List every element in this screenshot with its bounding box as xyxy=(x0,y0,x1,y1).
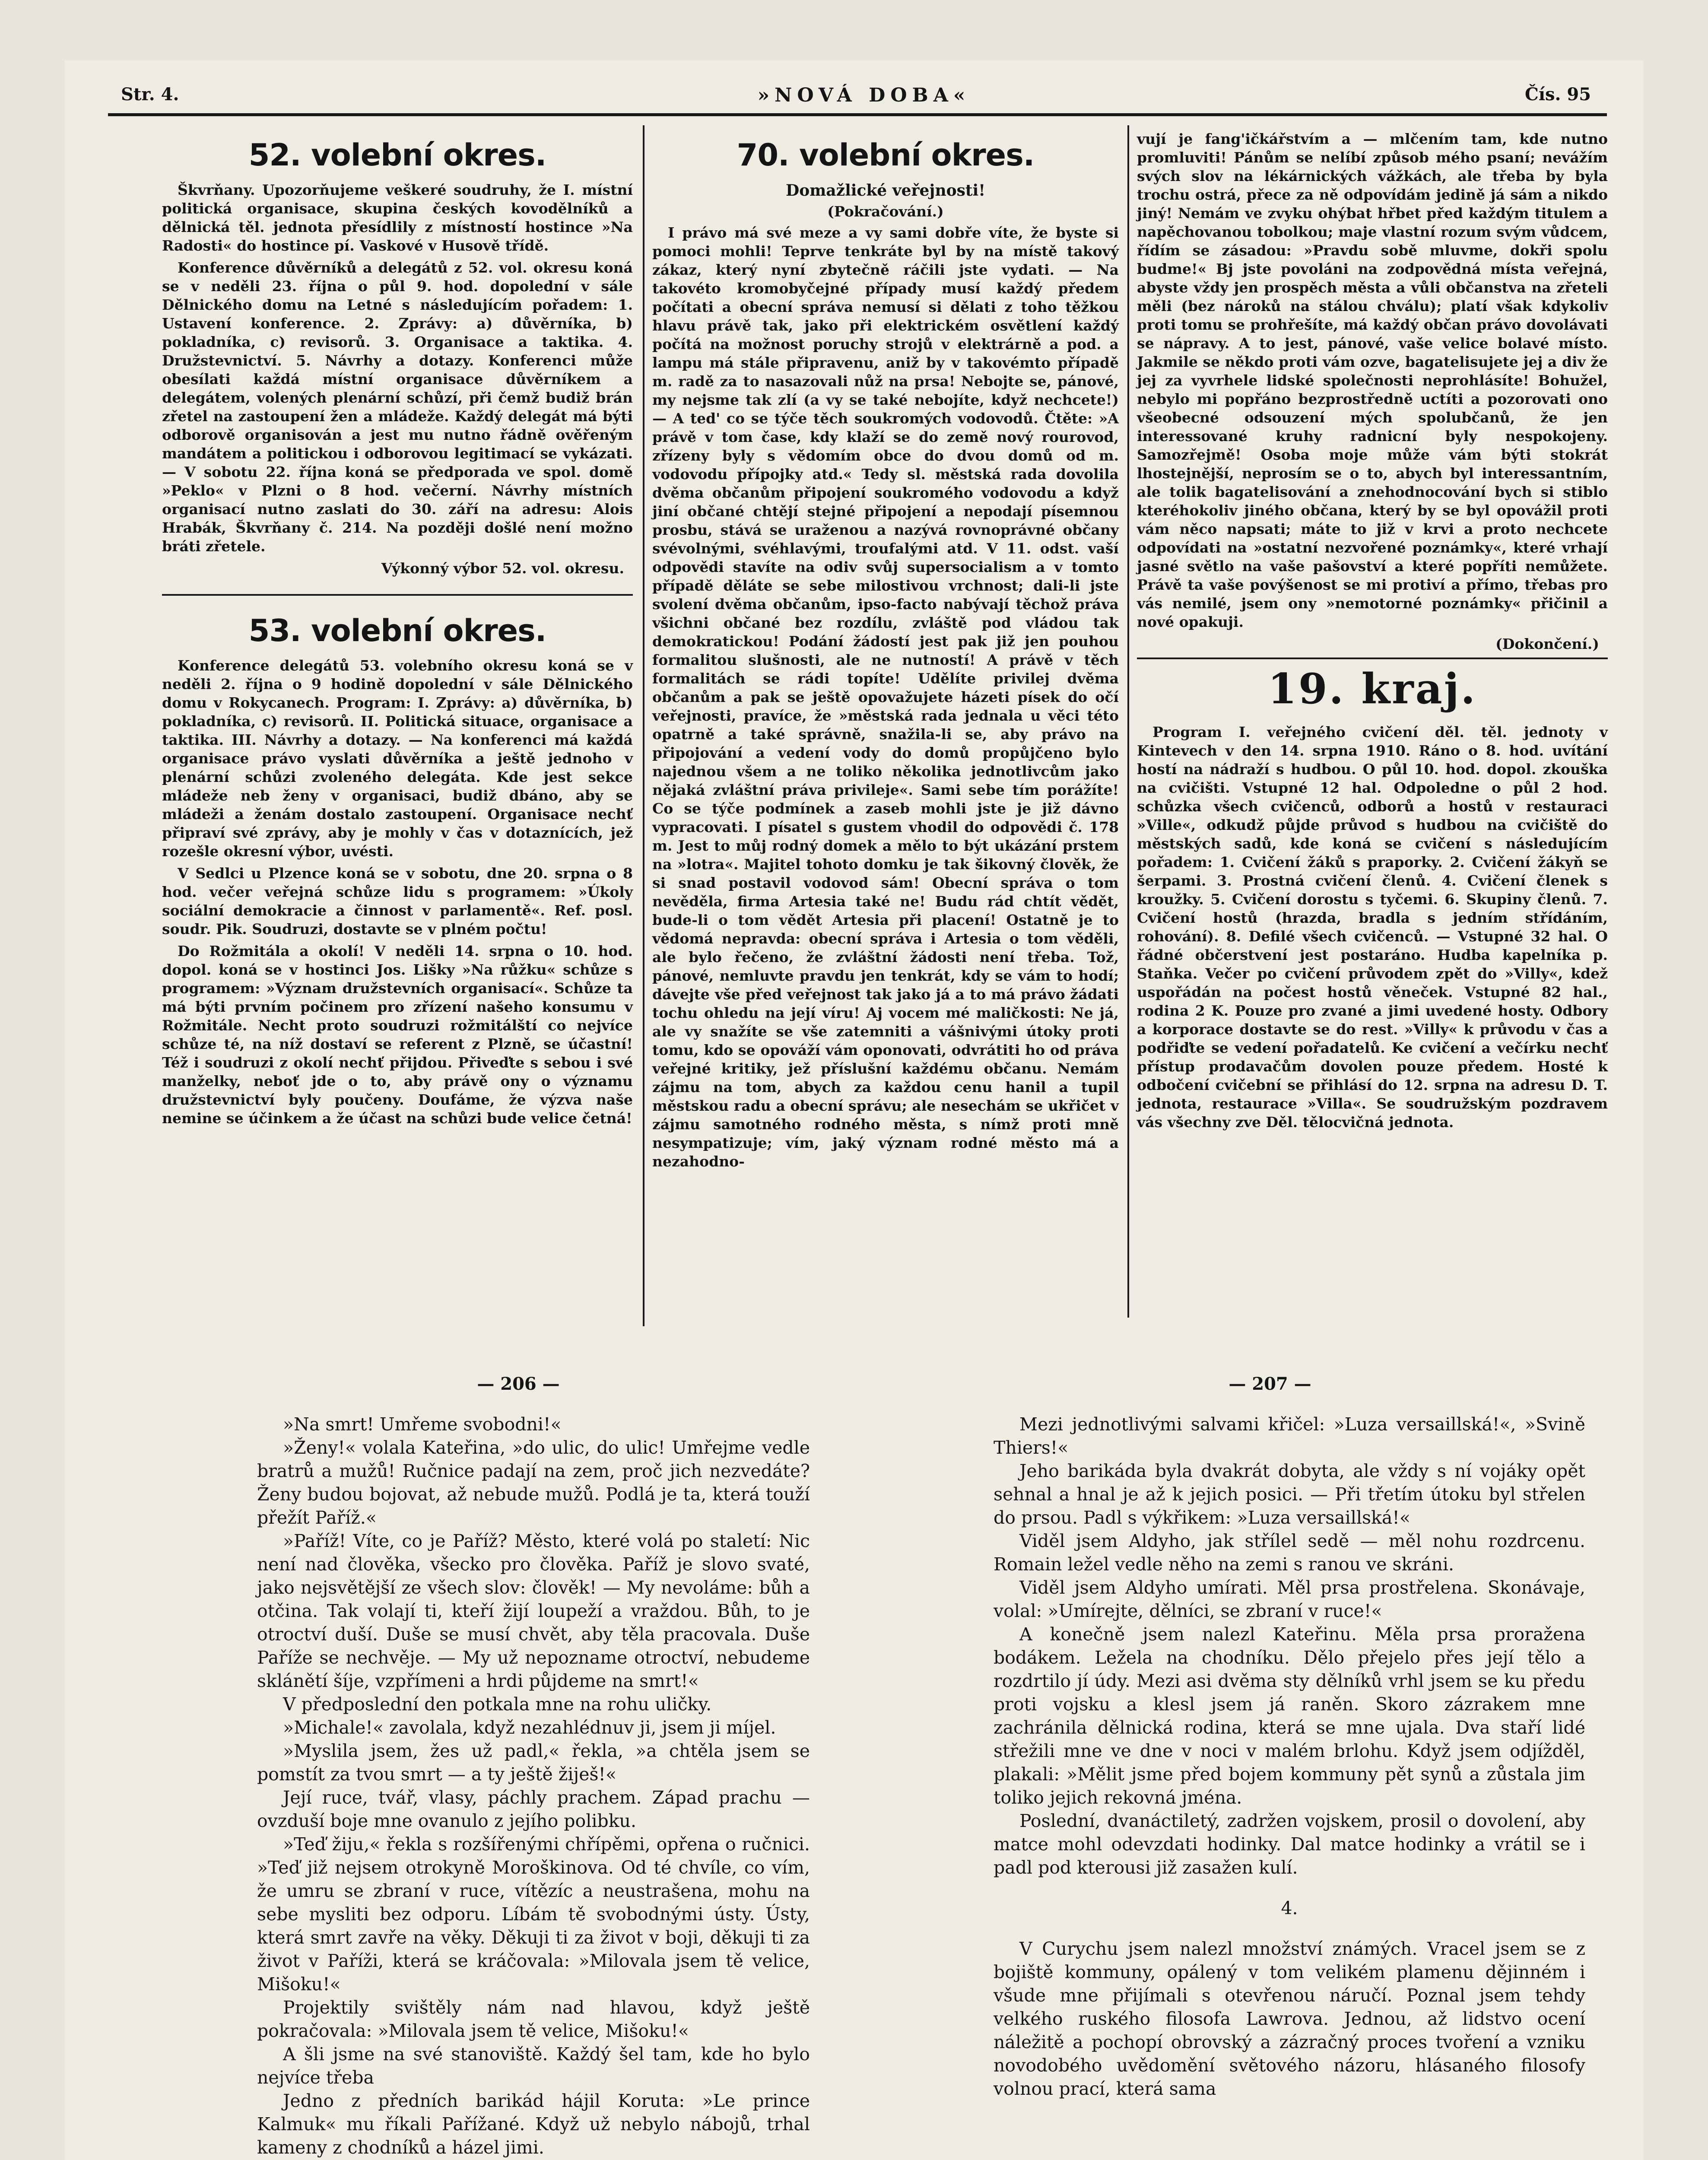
column-rule-1 xyxy=(643,125,644,1326)
book-page-left xyxy=(257,1413,810,2159)
section-title-52: 52. volební okres. xyxy=(248,137,546,173)
text-paragraph: A konečně jsem nalezl Kateřinu. Měla prsa proražena bodákem. Ležela na chodníku. Dělo přejelo přes její tělo a rozdrtilo jí údy. Mezi asi dvěma sty dělníků vrhl jsem se ku předu proti vojsku a klesl jsem já raněn. Skoro zázrakem mne zachránila dělnická rodina, která se mne ujala. Dva staří lidé střežili mne ve dne v noci v malém brlohu. Když jsem odjížděl, plakali: »Mělit jsme před bojem kommuny pět synů a zůstala jim toliko jejich rekovná jména. xyxy=(994,1624,1585,1808)
article-paragraph: V Sedlci u Plzence koná se v sobotu, dne 20. srpna o 8 hod. večer veřejná schůze lidu s programem: »Úkoly sociální demokracie a činnost v parlamentě«. Ref. posl. soudr. Pik. Soudruzi, dostavte se v plném počtu! xyxy=(162,865,633,937)
article-subtitle: Domažlické veřejnosti! xyxy=(785,181,986,200)
section-title-70: 70. volební okres. xyxy=(737,137,1035,173)
text-paragraph: A šli jsme na své stanoviště. Každý šel tam, kde ho bylo nejvíce třeba xyxy=(257,2044,810,2088)
chapter-number: 4. xyxy=(1281,1898,1298,1919)
article-paragraph: I právo má své meze a vy sami dobře víte, že byste si pomoci mohli! Teprve tenkráte byl by na místě takový zákaz, který nyní zbytečně ráčili jste vydati. — Na takovéto kromobyčejné případy musí každý předem počítati a obecní správa nemusí si dělati z toho těžkou hlavu právě tak, jako při elektrickém osvětlení každý počítá na možnost poruchy strojů v elektrárně a pod. a lampu má stále připravenu, aniž by v takovémto případě m. radě za to nasazovali nůž na prsa! Nebojte se, pánové, my nejsme tak zlí (a vy se také nebojíte, když nechcete!) — A ted' co se týče těch soukromých vodovodů. Čtěte: »A právě v tom čase, kdy klaží se do země nový rourovod, zřízeny byly s vědomím obce do dvou domů od m. vodovodu přípojky atd.« Tedy sl. městská rada dovolila dvěma občanům připojení soukromého vodovodu a když jiní občané chtějí stejné připojení a nepodají písemnou prosbu, stává se uraženou a nazývá rovnoprávné občany svévolnými, svéhlavými, troufalými atd. V 11. odst. vaší odpovědi stavíte na odiv svůj supersocialism a v tomto případě děláte se sebe milostivou vrchnost; dali-li jste svolení dvěma občanům, ipso-facto nabývají těchož práva všichni občané bez rozdílu, zvláště pod vládou tak demokratickou! Podání žádostí jest pak již jen pouhou formalitou slušnosti, ale ne nutností! A právě v těch formalitách se rádi topíte! Udělíte privilej dvěma občanům a pak se ještě opovažujete házeti písek do očí veřejnosti, pravíce, že »městská rada jednala u věci této opatrně a také správně, snažila-li se, aby právo na připojování a vedení vody do domů propůjčeno bylo najednou všem a ne toliko několika jednotlivcům jako nějaká zvláštní práva privileje«. Sami sebe tím porážíte! Co se týče podmínek a zaseb mohli jste je již dávno vypracovati. I písatel s gustem vhodil do odpovědi č. 178 m. Jest to můj rodný domek a mělo to být ukázání prstem na »lotra«. Majitel tohoto domku je tak šikovný člověk, že si snad postavil vodovod sám! Obecní správa o tom nevěděla, firma Artesia také ne! Budu rád chtít vědět, bude-li o tom vědět Artesia při placení! Ostatně je to vědomá nepravda: obecní správa i Artesia o tom věděli, ale bylo řečeno, že zvláštní žádosti není třeba. Tož, pánové, nemluvte pravdu jen tenkrát, kdy se vám to hodí; dávejte vše před veřejnost tak jako já a to má právo žádati tochu ohledu na její víru! Aj vocem mé maličkosti: Ne já, ale vy snažíte se vše zatemniti a vášnivými útoky proti tomu, kdo se opováží vám oponovati, odvrátiti ho od práva veřejné kritiky, jež příslušní každému občanu. Nemám zájmu na tom, abych za každou cenu hanil a tupil městskou radu a obecní správu; ale nesechám se ukřičet v zájmu samotného rodného města, s nímž proti mně nesympatizuje; vím, jaký význam rodné město má a nezahodno- xyxy=(652,224,1119,1170)
text-paragraph: Viděl jsem Aldyho umírati. Měl prsa prostřelena. Skonávaje, volal: »Umírejte, dělníci, se zbraní v ruce!« xyxy=(994,1577,1585,1621)
signature: (Dokončení.) xyxy=(1495,635,1599,652)
book-page-right xyxy=(994,1413,1585,2100)
article-paragraph: Konference delegátů 53. volebního okresu koná se v neděli 2. října o 9 hodině dopolední v sále Dělnického domu v Rokycanech. Program: I. Zprávy: a) důvěrníka, b) pokladníka, c) revisorů. II. Politická situace, organisace a taktika. III. Návrhy a dotazy. — Na konferenci má každá organisace právo vyslati důvěrníka a ještě jednoho v plenární schůzi zvoleného delegáta. Kde jest sekce mládeže neb ženy v organisaci, budiž dbáno, aby se mládeži a ženám dostalo zastoupení. Organisace nechť připraví své zprávy, aby je mohly v čas v dotaznících, jež rozešle okresní výbor, uvésti. xyxy=(162,657,633,860)
continuation-note: (Pokračování.) xyxy=(827,203,944,220)
text-paragraph: Mezi jednotlivými salvami křičel: »Luza versaillská!«, »Svině Thiers!« xyxy=(994,1414,1585,1458)
column-rule-2 xyxy=(1127,125,1129,1318)
text-paragraph: Poslední, dvanáctiletý, zadržen vojskem, prosil o dovolení, aby matce mohl odevzdati hodinky. Dal matce hodinky a vrátil se i padl pod kterousi již zasažen kulí. xyxy=(994,1811,1585,1878)
issue-number: Čís. 95 xyxy=(1525,84,1591,105)
section-divider xyxy=(162,594,633,596)
section-divider xyxy=(1137,658,1608,659)
article-paragraph: Škvrňany. Upozorňujeme veškeré soudruhy, že I. místní politická organisace, skupina českých kovodělníků a dělnická těl. jednota přesídlily z místností hostince »Na Radosti« do hostince pí. Vaskové v Husově třídě. xyxy=(162,181,633,254)
column-middle xyxy=(652,137,1119,1174)
text-paragraph: »Myslila jsem, žes už padl,« řekla, »a chtěla jsem se pomstít za tvou smrt — a ty ještě žiješ!« xyxy=(257,1741,810,1785)
text-paragraph: V Curychu jsem nalezl množství známých. Vracel jsem se z bojiště kommuny, opálený v tom velikém plamenu dějinném i všude mne přijímali s otevřenou náručí. Poznal jsem tehdy velkého ruského filosofa Lawrova. Jednou, až lidstvo ocení náležitě a pochopí obrovský a zázračný proces tvoření a vzniku novodobého uvědomění světového názoru, hlásaného filosofy volnou prací, která sama xyxy=(994,1938,1585,2099)
signature: Výkonný výbor 52. vol. okresu. xyxy=(381,560,624,577)
page-number-left: — 206 — xyxy=(477,1374,560,1394)
section-title-53: 53. volební okres. xyxy=(248,613,546,648)
page-number-header: Str. 4. xyxy=(121,84,179,105)
header-rule xyxy=(108,113,1607,116)
text-paragraph: »Paříž! Víte, co je Paříž? Město, které volá po staletí: Nic není nad člověka, všecko pro člověka. Paříž je slovo svaté, jako nejsvětější ze všech slov: člověk! — My nevoláme: bůh a otčina. Tak volají ti, kteří žijí loupeží a vraždou. Bůh, to je otroctví duší. Duše se musí chvět, aby těla pracovala. Duše Paříže se nechvěje. — My už nepozname otroctví, nebudeme sklánětí šíje, vzpřímeni a hrdi půjdeme na smrt!« xyxy=(257,1531,810,1691)
text-paragraph: »Teď žiju,« řekla s rozšířenými chřípěmi, opřena o ručnici. »Teď již nejsem otrokyně Moroškinova. Od té chvíle, co vím, že umru se zbraní v ruce, vítězíc a neustrašena, mohu na sebe mysliti bez odporu. Líbám tě svobodnými ústy. Ústy, která smrt zavře na věky. Děkuji ti za život v boji, děkuji ti za život v Paříži, která se kráčovala: »Milovala jsem tě velice, Mišoku!« xyxy=(257,1834,810,1995)
text-paragraph: V předposlední den potkala mne na rohu uličky. xyxy=(283,1694,712,1715)
section-title-kraj: 19. kraj. xyxy=(1268,664,1477,713)
text-paragraph: Viděl jsem Aldyho, jak střílel sedě — měl nohu rozdrcenu. Romain ležel vedle něho na zemi s ranou ve skráni. xyxy=(994,1531,1585,1575)
text-paragraph: »Na smrt! Umřeme svobodni!« xyxy=(283,1414,562,1435)
text-paragraph: »Michale!« zavolala, když nezahlédnuv ji, jsem ji míjel. xyxy=(283,1717,776,1738)
text-paragraph: Její ruce, tvář, vlasy, páchly prachem. Západ prachu — ovzduší boje mne ovanulo z jejího polibku. xyxy=(257,1787,810,1831)
article-paragraph: vují je fang'ičkářstvím a — mlčením tam, kde nutno promluviti! Pánům se nelíbí způsob mého psaní; nevážím svých slov na lékárnických vážkách, ale třeba by byla trochu ostrá, přece za ně odpovídám jedině já sám a nikdo jiný! Nemám ve zvyku ohýbat hřbet před každým titulem a napěchovanou tobolkou; maje vlastní rozum svým vůdcem, řídím se zásadou: »Pravdu sobě mluvme, dokři spolu budme!« Bj jste povoláni na zodpovědná místa veřejná, abyste vždy jen prospěch města a vůli občanstva na zřeteli měli (bez nároků na stálou chválu); platí však kdykoliv proti tomu se prohřešíte, má každý občan právo dovolávati se nápravy. A to jest, pánové, vaše velice bolavé místo. Jakmile se někdo proti vám ozve, bagatelisujete jej a div že jej za vyvrhele lidské společnosti neprohlásíte! Bohužel, nebylo mi popřáno bezprostředně uctíti a pozorovati ono všeobecné odsouzení mých spolubčanů, že jen interessované kruhy radnicní byly nespokojeny. Samozřejmě! Osoba moje může vám býti stokrát lhostejnější, neprosím se o to, abych byl interessantním, ale tolik bagatelisování a znehodnocování bych si stiblo kteréhokoliv jiného občana, který by se byl opovážil proti vám něco napsati; máte to již v krvi a proto nechcete odpovídati na »ostatní nezvořené poznámky«, které vrhají jasné světlo na vaše pašovství a které popříti nemůžete. Právě ta vaše povýšenost se mi protiví a přímo, třebas pro vás nemilé, jsem ony »nemotorné poznámky« přičinil a nové opakuji. xyxy=(1137,130,1608,630)
text-paragraph: Jedno z předních barikád hájil Koruta: »Le prince Kalmuk« mu říkali Pařížané. Když už nebylo nábojů, trhal kameny z chodníků a házel jimi. xyxy=(257,2090,810,2158)
masthead-title: »NOVÁ DOBA« xyxy=(757,84,971,106)
article-paragraph: Do Rožmitála a okolí! V neděli 14. srpna o 10. hod. dopol. koná se v hostinci Jos. Lišky »Na růžku« schůze s programem: »Význam družstevních organisací«. Schůze ta má býti prvním počinem pro zřízení našeho konsumu v Rožmitále. Necht proto soudruzi rožmitálští co nejvíce schůze té, na níž dostaví se referent z Plzně, se účastní! Též i soudruzi z okolí nechť přijdou. Přiveďte s sebou i své manželky, neboť jde o to, aby právě ony o významu družstevnictví byly poučeny. Doufáme, že výzva naše nemine se účinkem a že účast na schůzi bude velice četná! xyxy=(162,943,633,1127)
column-left xyxy=(162,137,633,1131)
column-right xyxy=(1137,130,1608,1135)
article-paragraph: Konference důvěrníků a delegátů z 52. vol. okresu koná se v neděli 23. října o půl 9. hod. dopolední v sále Dělnického domu na Letné s následujícím pořadem: 1. Ustavení konference. 2. Zprávy: a) důvěrníka, b) pokladníka, c) revisorů. 3. Organisace a taktika. 4. Družstevnictví. 5. Návrhy a dotazy. Konferenci může obesílati každá místní organisace důvěrníkem a delegátem, volených plenární schůzí, při čemž budiž brán zřetel na zastoupení žen a mládeže. Každý delegát má býti odborově organisován a jest mu nutno řádně ověřeným mandátem a politickou i odborovou legitimací se vykázati. — V sobotu 22. října koná se předporada ve spol. domě »Peklo« v Plzni o 8 hod. večerní. Návrhy místních organisací nutno zaslati do 30. září na adresu: Alois Hrabák, Škvrňany č. 214. Na později došlé není možno bráti zřetele. xyxy=(162,259,633,555)
text-paragraph: Jeho barikáda byla dvakrát dobyta, ale vždy s ní vojáky opět sehnal a hnal je až k jejich posici. — Při třetím útoku byl střelen do prsou. Padl s výkřikem: »Luza versaillská!« xyxy=(994,1461,1585,1528)
text-paragraph: Projektily svištěly nám nad hlavou, když ještě pokračovala: »Milovala jsem tě velice, Mišoku!« xyxy=(257,1997,810,2041)
article-paragraph: Program I. veřejného cvičení děl. těl. jednoty v Kintevech v den 14. srpna 1910. Ráno o 8. hod. uvítání hostí na nádraží s hudbou. O půl 10. hod. dopol. zkouška na cvičišti. Vstupné 12 hal. Odpoledne o půl 2 hod. schůzka všech cvičenců, odborů a hostů v restauraci »Ville«, odkudž půjde průvod s hudbou na cvičiště do městských sadů, kde koná se cvičení s následujícím pořadem: 1. Cvičení žáků s praporky. 2. Cvičení žákyň se šerpami. 3. Prostná cvičení členů. 4. Cvičení členek s kroužky. 5. Cvičení dorostu s tyčemi. 6. Skupiny členů. 7. Cvičení hostů (hrazda, bradla s jedním střídáním, rohování). 8. Defilé všech cvičenců. — Vstupné 32 hal. O řádné občerstvení jest postaráno. Hudba kapelníka p. Staňka. Večer po cvičení průvodem zpět do »Villy«, kdež uspořádán na počest hostů věneček. Vstupné 82 hal., rodina 2 K. Pouze pro zvané a jimi uvedené hosty. Odbory a korporace dostavte se do rest. »Villy« k průvodu v čas a podřiďte se vedení pořadatelů. Ke cvičení a večírku nechť přístup prodavačům dovolen pouze předem. Hosté k odbočení cvičební se přihlásí do 12. srpna na adresu D. T. jednota, restaurace »Villa«. Se soudružským pozdravem vás všechny zve Děl. tělocvičná jednota. xyxy=(1137,724,1608,1131)
page-number-right: — 207 — xyxy=(1229,1374,1311,1394)
text-paragraph: »Ženy!« volala Kateřina, »do ulic, do ulic! Umřejme vedle bratrů a mužů! Ručnice padají na zem, proč jich nezvedáte? Ženy budou bojovat, až nebude mužů. Podlá je ta, která touží přežít Paříž.« xyxy=(257,1437,810,1528)
